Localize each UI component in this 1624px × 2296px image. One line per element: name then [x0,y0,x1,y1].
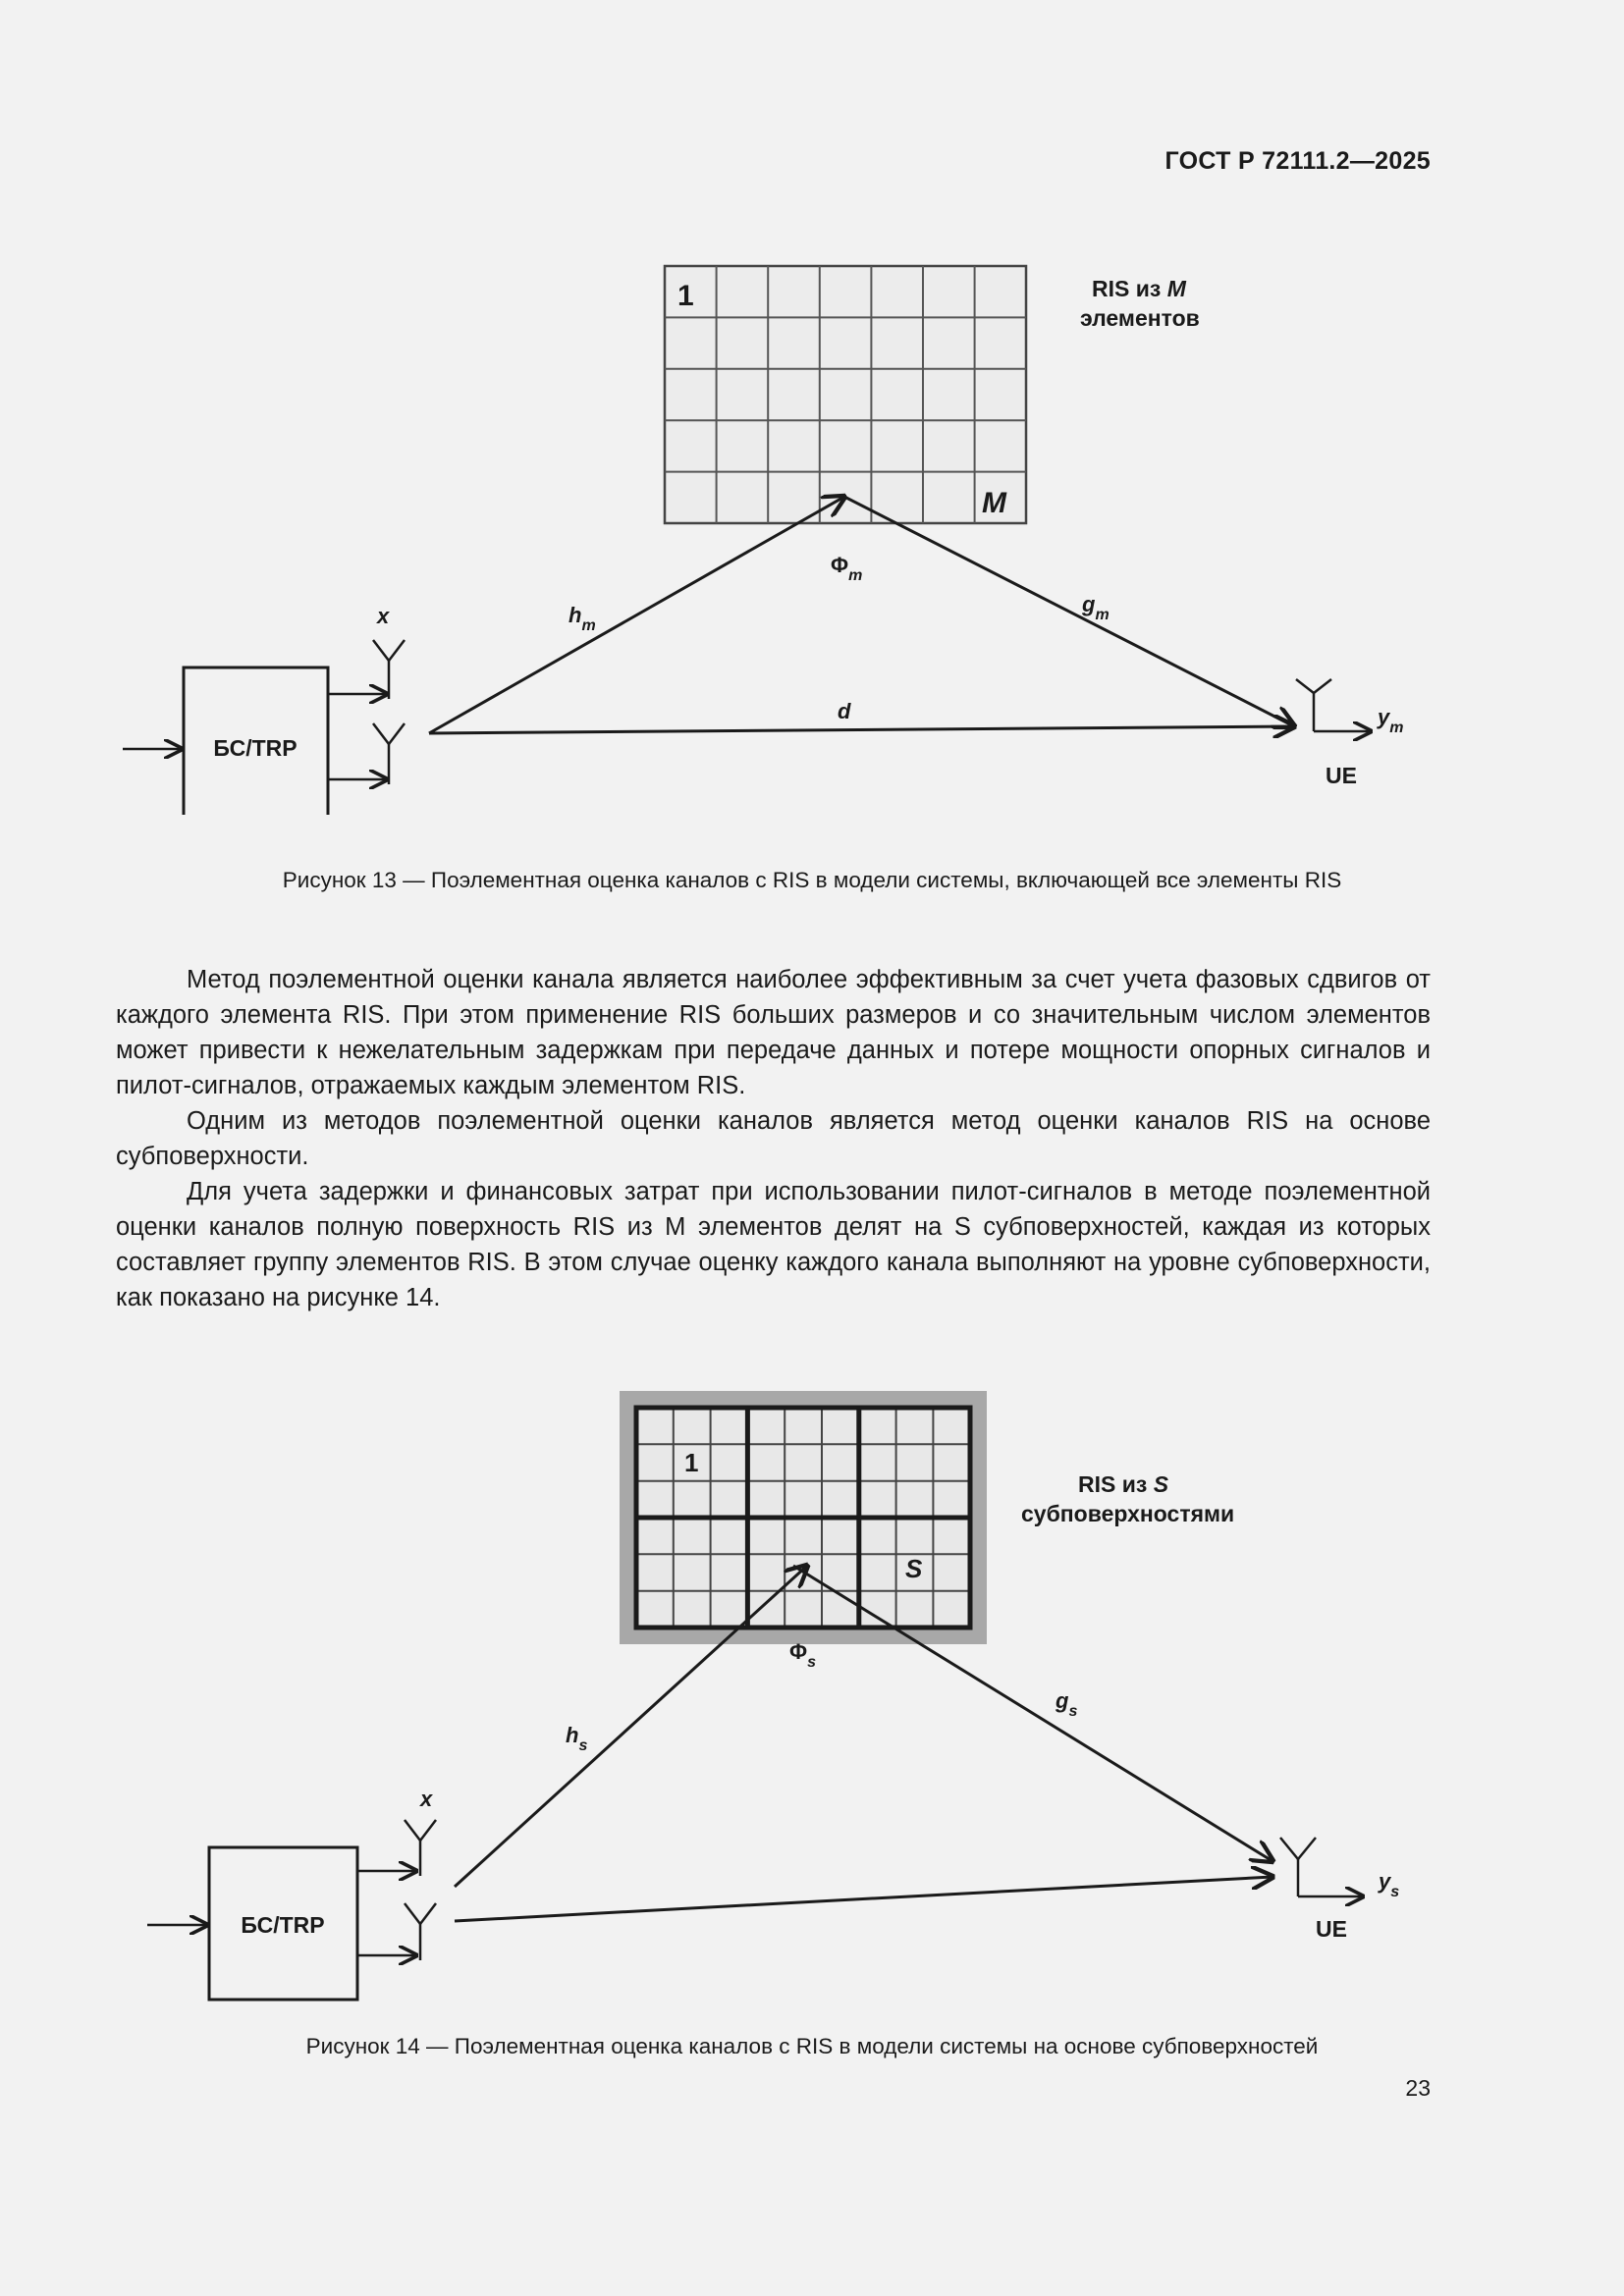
g-channel-label: $g_m$ [1082,592,1110,623]
figure-14-diagram [0,1384,1624,2012]
ris-cell-first-label: 1 [677,280,694,312]
ris-label-line2: элементов [1080,305,1200,331]
y-output-label: $y_s$ [1379,1869,1400,1900]
tx-antenna-top-icon [328,640,405,699]
tx-antenna-top-icon [357,1820,436,1876]
channel-g-line [793,1566,1272,1861]
figure-14-caption: Рисунок 14 — Поэлементная оценка каналов с RIS в модели системы на основе субповерхностей [305,2034,1319,2058]
x-signal-label: x [420,1787,433,1811]
ris-subsurface-first-label: 1 [684,1448,699,1477]
ue-antenna-icon [1296,679,1371,731]
ue-label: UE [1326,763,1357,788]
g-channel-label: $g_s$ [1056,1688,1078,1720]
ris-label-line1: RIS из S [1078,1471,1169,1497]
ue-label: UE [1316,1916,1347,1942]
paragraph-3: Для учета задержки и финансовых затрат при использовании пилот-сигналов в методе поэлементной оценки каналов полную поверхность RIS из M элементов делят на S субповерхностей, каждая из которых составляет группу элементов RIS. В этом случае оценку каждого канала выполняют на уровне субповерхности, как показано на рисунке 14. [116,1178,1431,1311]
phase-label: $\Phi_s$ [789,1639,816,1671]
ue-antenna-icon [1280,1838,1363,1896]
channel-g-line [844,497,1294,726]
figure-13-caption: Рисунок 13 — Поэлементная оценка каналов с RIS в модели системы, включающей все элементы RIS [282,868,1342,892]
h-channel-label: $h_s$ [566,1723,588,1754]
body-text [116,962,1431,1315]
ris-label-line2: субповерхностями [1021,1501,1235,1526]
page-number: 23 [1405,2075,1431,2101]
x-signal-label: x [377,604,390,628]
figure-13 [0,255,1624,815]
ris-label-line1: RIS из M [1092,276,1186,301]
tx-antenna-bottom-icon [328,723,405,784]
paragraph-1: Метод поэлементной оценки канала является наиболее эффективным за счет учета фазовых сдвигов от каждого элемента RIS. При этом применение RIS больших размеров и со значительным числом элементов может привести к нежелательным задержкам при передаче данных и потере мощности опорных сигналов и пилот-сигналов, отражаемых каждым элементом RIS. [116,966,1431,1099]
y-output-label: $y_m$ [1378,705,1404,736]
channel-d-line [455,1877,1272,1921]
h-channel-label: $h_m$ [568,603,596,634]
ris-element-grid [665,266,1026,523]
base-station-label: БС/TRP [241,1912,325,1938]
tx-antenna-bottom-icon [357,1903,436,1960]
phase-label: $\Phi_m$ [831,553,863,584]
channel-d-line [429,726,1294,733]
figure-14 [0,1384,1624,2012]
ris-cell-last-label: M [982,487,1006,519]
base-station-label: БС/TRP [213,735,298,761]
paragraph-2: Одним из методов поэлементной оценки каналов является метод оценки каналов RIS на основе субповерхности. [116,1107,1431,1170]
ris-subsurface-last-label: S [905,1554,923,1583]
d-channel-label: d [838,699,851,723]
channel-h-line [429,497,844,733]
page-header-standard-id: ГОСТ Р 72111.2—2025 [1164,147,1431,175]
figure-13-diagram [0,255,1624,815]
